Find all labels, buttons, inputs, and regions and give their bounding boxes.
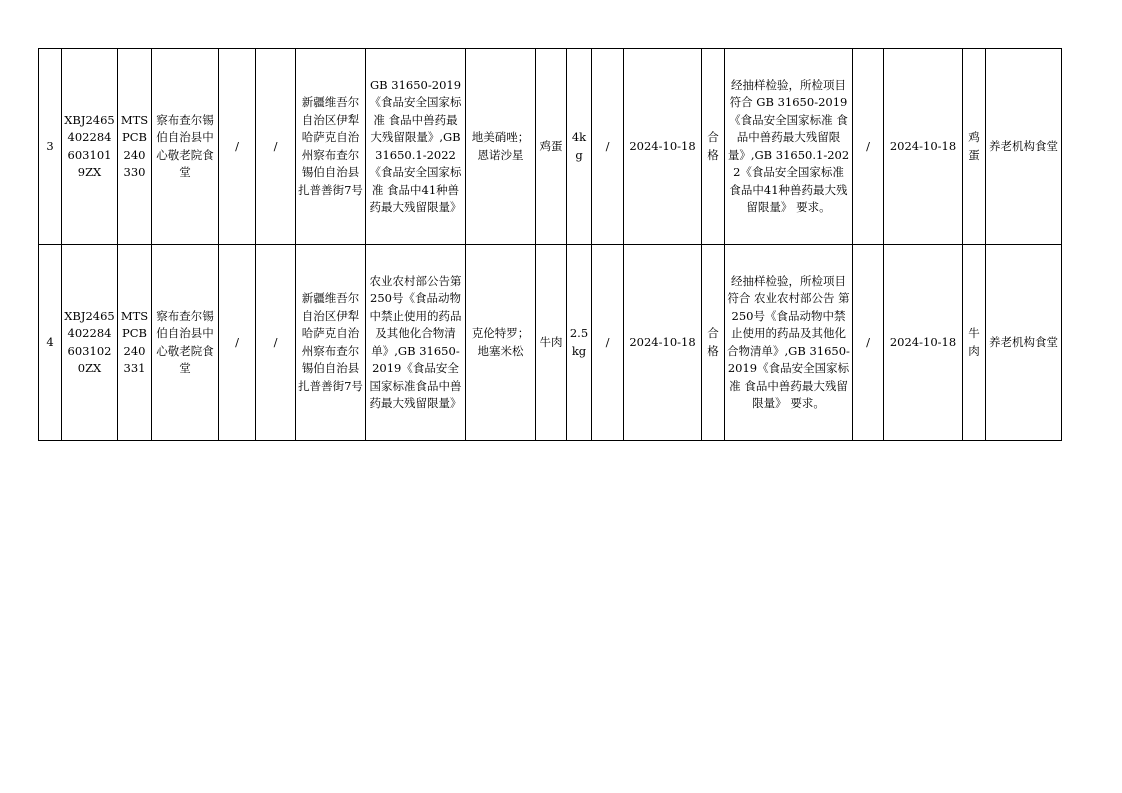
table-row (39, 49, 1062, 245)
spec-cell: / (592, 245, 624, 441)
inspection-items-cell: 地美硝唑；恩诺沙星 (466, 49, 536, 245)
sampled-address-cell: 新疆维吾尔自治区伊犁哈萨克自治州察布查尔锡伯自治县扎普善街7号 (296, 245, 366, 441)
standard-cell: GB 31650-2019《食品安全国家标准 食品中兽药最大残留限量》,GB 31650.1-2022《食品安全国家标准 食品中41种兽药最大残留限量》 (366, 49, 466, 245)
sampling-date-cell: 2024-10-18 (884, 245, 963, 441)
report-number-cell: MTSPCB240330 (118, 49, 152, 245)
manufacturer-address-cell: / (256, 245, 296, 441)
standard-cell: 农业农村部公告第250号《食品动物中禁止使用的药品及其他化合物清单》,GB 31650-2019《食品安全国家标准食品中兽药最大残留限量》 (366, 245, 466, 441)
sequence-cell: 4 (39, 245, 62, 441)
conclusion-cell: 经抽样检验，所检项目符合 GB 31650-2019《食品安全国家标准 食品中兽药最大残留限量》,GB 31650.1-2022《食品安全国家标准 食品中41种兽药最大残留限量》 要求。 (725, 49, 853, 245)
sample-number-cell: XBJ24654022846031020ZX (62, 245, 118, 441)
production-date-cell: 2024-10-18 (624, 49, 702, 245)
table-row (39, 245, 1062, 441)
result-cell: 合格 (702, 245, 725, 441)
manufacturer-cell: / (219, 49, 256, 245)
sampled-unit-cell: 察布查尔锡伯自治县中心敬老院食堂 (152, 245, 219, 441)
food-name-cell: 鸡蛋 (536, 49, 567, 245)
inspection-results-table (38, 48, 1062, 441)
food-category-cell: 鸡蛋 (963, 49, 986, 245)
result-cell: 合格 (702, 49, 725, 245)
sampled-unit-cell: 察布查尔锡伯自治县中心敬老院食堂 (152, 49, 219, 245)
quantity-cell: 4kg (567, 49, 592, 245)
production-date-cell: 2024-10-18 (624, 245, 702, 441)
food-name-cell: 牛肉 (536, 245, 567, 441)
inspection-items-cell: 克伦特罗；地塞米松 (466, 245, 536, 441)
spec-cell: / (592, 49, 624, 245)
manufacturer-address-cell: / (256, 49, 296, 245)
food-category-cell: 牛肉 (963, 245, 986, 441)
remark-cell: / (853, 245, 884, 441)
report-number-cell: MTSPCB240331 (118, 245, 152, 441)
sequence-cell: 3 (39, 49, 62, 245)
unit-type-cell: 养老机构食堂 (986, 245, 1062, 441)
unit-type-cell: 养老机构食堂 (986, 49, 1062, 245)
manufacturer-cell: / (219, 245, 256, 441)
sampled-address-cell: 新疆维吾尔自治区伊犁哈萨克自治州察布查尔锡伯自治县扎普善街7号 (296, 49, 366, 245)
sample-number-cell: XBJ24654022846031019ZX (62, 49, 118, 245)
conclusion-cell: 经抽样检验，所检项目符合 农业农村部公告 第250号《食品动物中禁止使用的药品及其他化合物清单》,GB 31650-2019《食品安全国家标准 食品中兽药最大残留限量》 要求。 (725, 245, 853, 441)
quantity-cell: 2.5kg (567, 245, 592, 441)
remark-cell: / (853, 49, 884, 245)
sampling-date-cell: 2024-10-18 (884, 49, 963, 245)
